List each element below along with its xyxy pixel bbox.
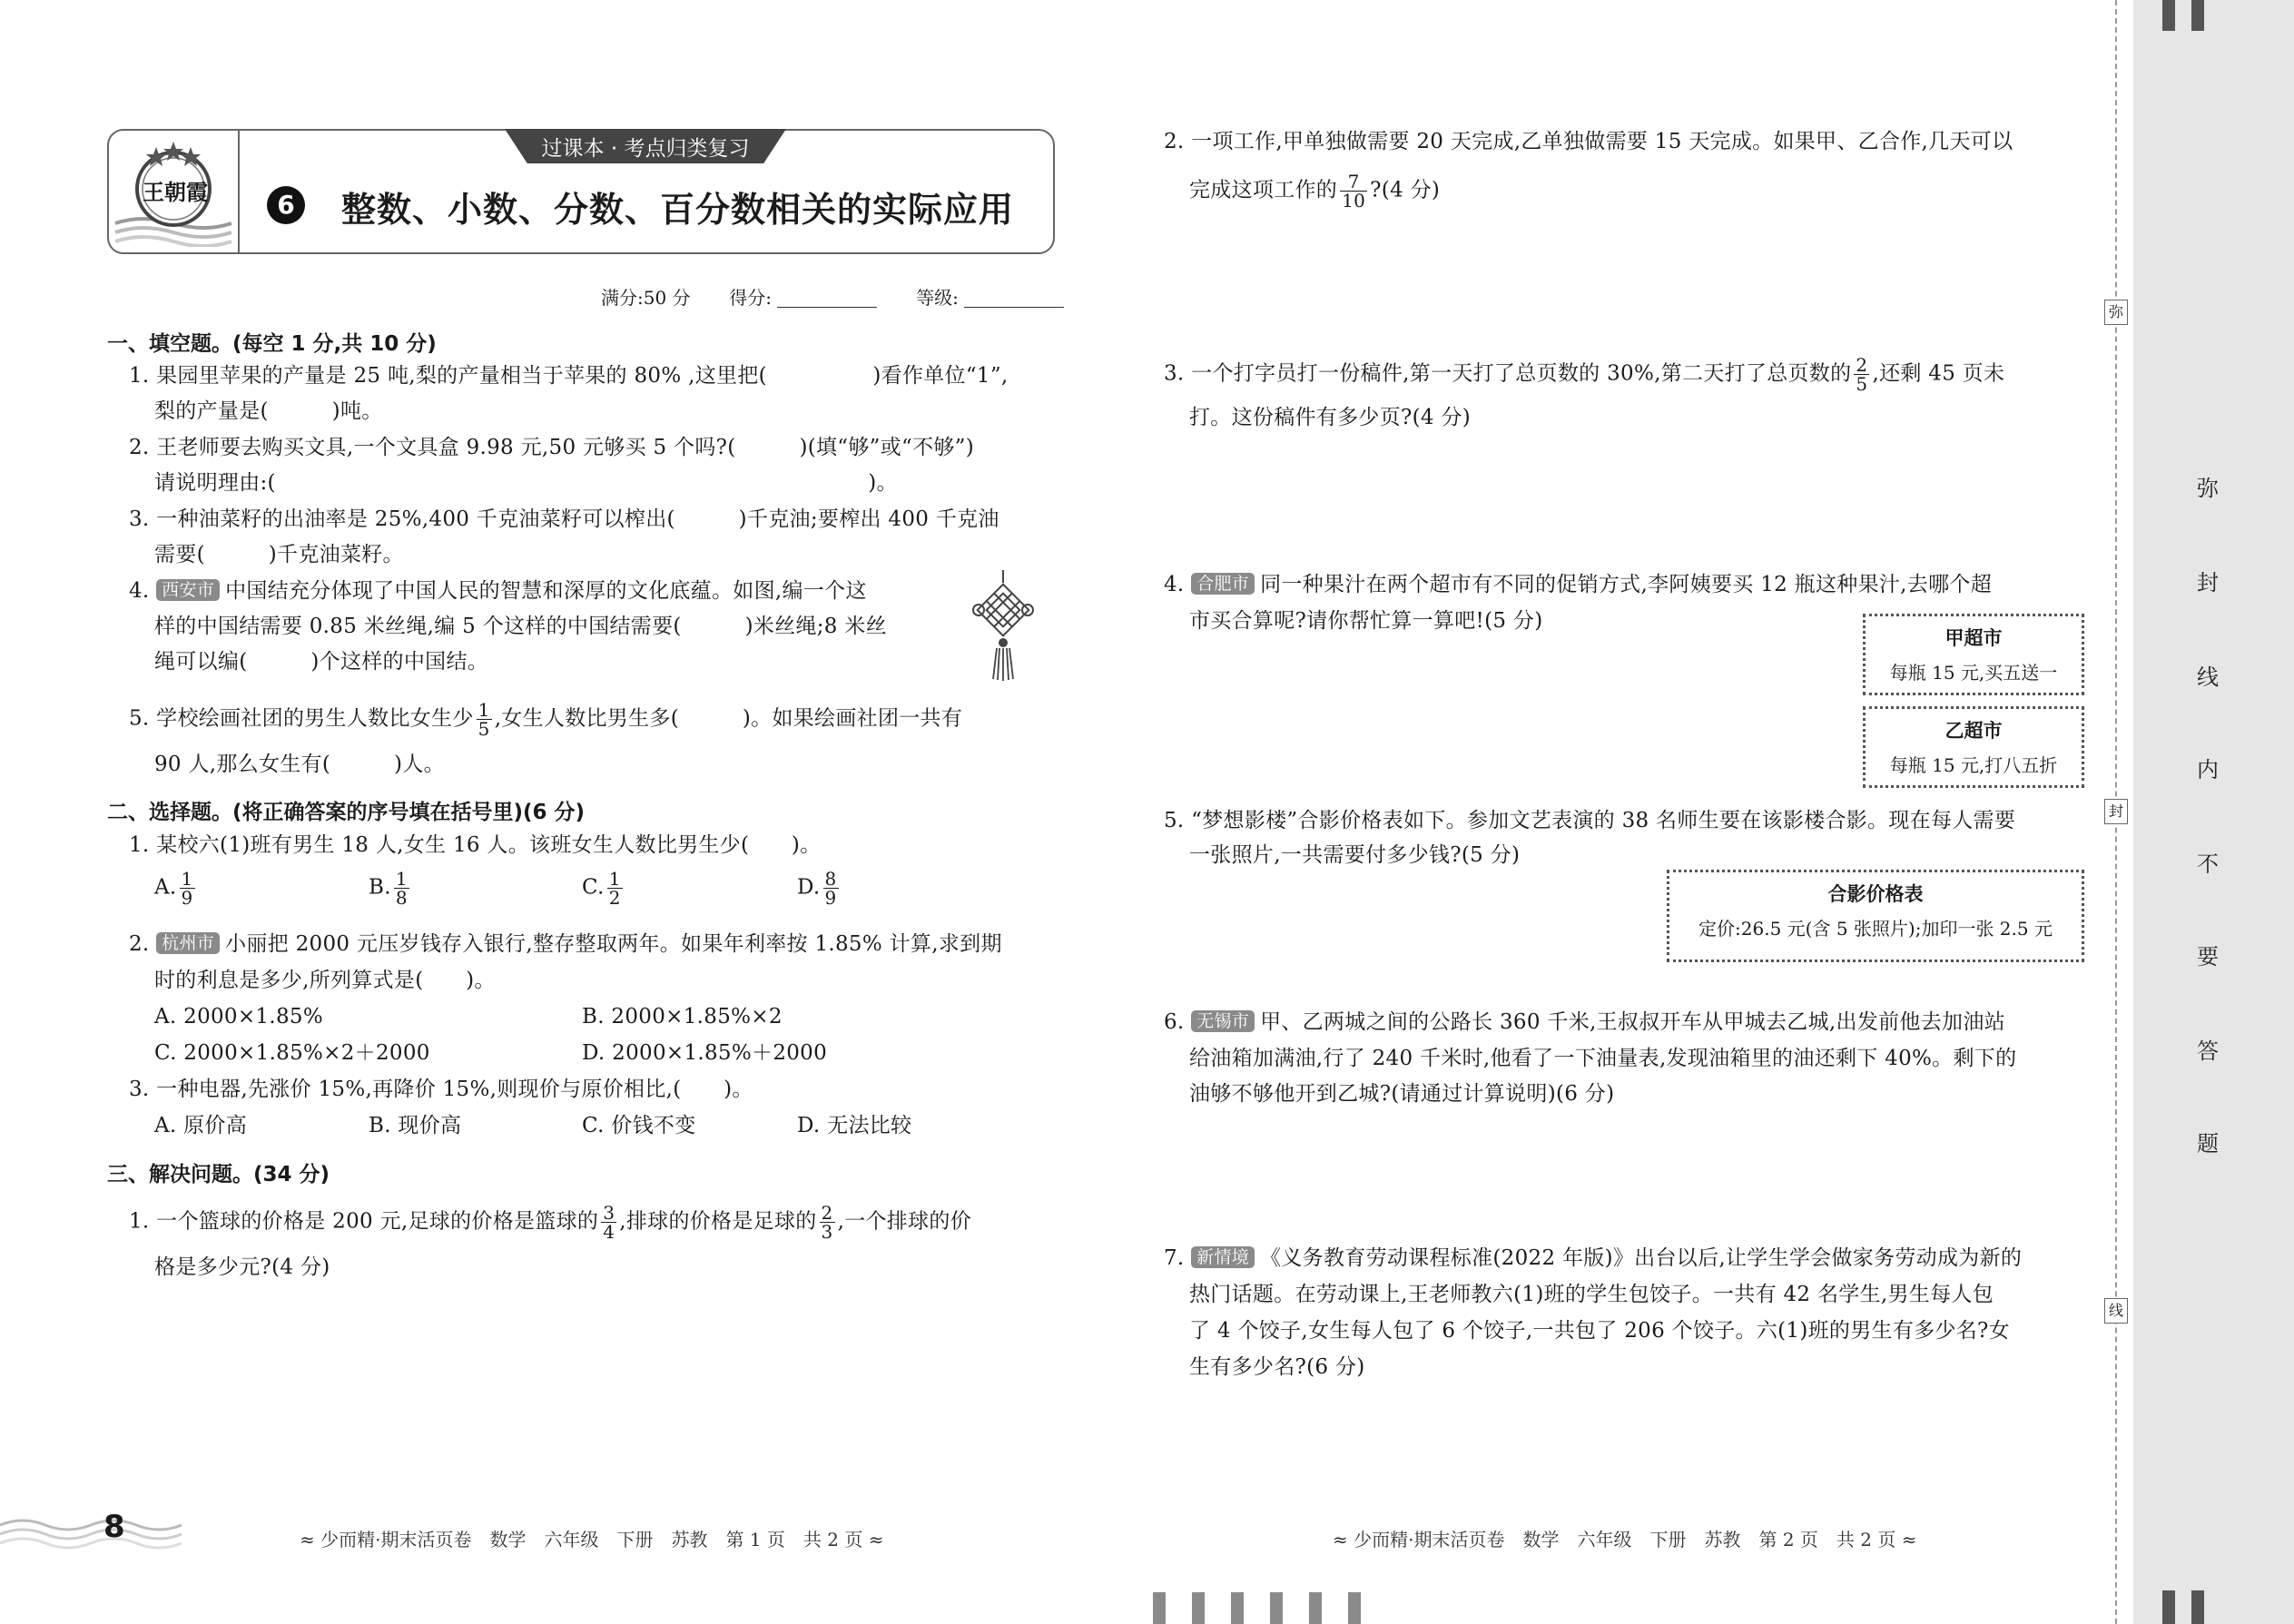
fill-q1-line2: 梨的产量是( )吨。: [154, 399, 383, 423]
choice-q3-option-b: B. 现价高: [369, 1114, 462, 1137]
shop-b-desc: 每瓶 15 元,打八五折: [1889, 754, 2058, 776]
sidebar-top-mark-2: [2191, 0, 2204, 31]
solve-q2-line2: 完成这项工作的 $\frac{7}{10}$ ?(4 分): [1189, 171, 1441, 212]
fill-q4-number: 4.: [129, 579, 150, 603]
choice-q1-option-d: D. $\frac{8}{9}$: [797, 868, 837, 909]
bottom-mark-1: [1153, 1592, 1166, 1624]
solve-q4-line2: 市买合算呢?请你帮忙算一算吧!(5 分): [1189, 609, 1543, 633]
page-number: 8: [103, 1509, 125, 1545]
seal-box-feng: 封: [2104, 799, 2128, 824]
solve-q5-line2: 一张照片,一共需要付多少钱?(5 分): [1189, 843, 1521, 867]
sidebar-bottom-mark-1: [2162, 1590, 2175, 1624]
grade-field[interactable]: [964, 289, 1064, 308]
score-label: 得分:: [729, 287, 773, 309]
fill-q5-text-start: 5. 学校绘画社团的男生人数比女生少: [129, 706, 474, 731]
fill-q1-line1: 1. 果园里苹果的产量是 25 吨,梨的产量相当于苹果的 80% ,这里把( )看作单位“1”,: [129, 364, 1009, 388]
seal-char-6: 要: [2197, 944, 2219, 969]
sidebar-bottom-mark-2: [2191, 1590, 2204, 1624]
solve-q7-line1: 7. 新情境 《义务教育劳动课程标准(2022 年版)》出台以后,让学生学会做家务劳动成为新的: [1164, 1246, 2023, 1270]
fraction-1-5: $\frac{1}{5}$: [478, 699, 490, 740]
seal-box-xian: 线: [2104, 1298, 2128, 1324]
bottom-mark-3: [1231, 1592, 1244, 1624]
price-table-title: 合影价格表: [1827, 883, 1924, 905]
solve-q6-line1: 6. 无锡市 甲、乙两城之间的公路长 360 千米,王叔叔开车从甲城去乙城,出发前他去加油站: [1164, 1010, 2005, 1034]
fill-q4-text: 中国结充分体现了中国人民的智慧和深厚的文化底蕴。如图,编一个这: [225, 579, 867, 603]
footer-left: ≈ 少而精·期末活页卷 数学 六年级 下册 苏教 第 1 页 共 2 页 ≈: [300, 1529, 884, 1550]
choice-q3-option-a: A. 原价高: [154, 1114, 248, 1137]
choice-q2-line1: 2. 杭州市 小丽把 2000 元压岁钱存入银行,整存整取两年。如果年利率按 1.85% 计算,求到期: [129, 932, 1002, 956]
grade-label: 等级:: [916, 287, 959, 309]
seal-sidebar: [2133, 0, 2294, 1624]
section-choice-title: 二、选择题。(将正确答案的序号填在括号里)(6 分): [107, 801, 586, 824]
solve-q6-line3: 油够不够他开到乙城?(请通过计算说明)(6 分): [1189, 1082, 1615, 1106]
fill-q3-line1: 3. 一种油菜籽的出油率是 25%,400 千克油菜籽可以榨出( )千克油;要榨出 400 千克油: [129, 507, 999, 531]
choice-q2-option-d: D. 2000×1.85%＋2000: [582, 1041, 828, 1065]
fill-q5-line1: [129, 701, 962, 738]
seal-char-3: 线: [2197, 664, 2219, 690]
solve-q5-line1: 5. “梦想影楼”合影价格表如下。参加文艺表演的 38 名师生要在该影楼合影。现在每人需要: [1164, 809, 2016, 832]
region-tag-hangzhou: 杭州市: [156, 932, 220, 954]
solve-q3-line1: 3. 一个打字员打一份稿件,第一天打了总页数的 30%,第二天打了总页数的 $\frac{2}{5}$ ,还剩 45 页未: [1164, 354, 2005, 395]
solve-q3-line2: 打。这份稿件有多少页?(4 分): [1189, 406, 1472, 429]
seal-char-1: 弥: [2197, 476, 2219, 501]
header-logo-divider: [238, 129, 240, 252]
shop-a-box: [1863, 614, 2084, 695]
fill-q4-line3: 绳可以编( )个这样的中国结。: [154, 650, 489, 674]
choice-q2-option-b: B. 2000×1.85%×2: [582, 1005, 783, 1029]
seal-char-5: 不: [2197, 851, 2219, 877]
bottom-mark-2: [1192, 1592, 1205, 1624]
score-line: [601, 283, 1064, 310]
fill-q5-line2: 90 人,那么女生有( )人。: [154, 753, 445, 776]
fill-q2-line2: 请说明理由:( )。: [154, 471, 898, 495]
choice-q1-option-c: C. $\frac{1}{2}$: [582, 868, 621, 909]
choice-q1-option-b: B. $\frac{1}{8}$: [369, 868, 408, 909]
choice-q3-option-d: D. 无法比较: [797, 1114, 912, 1137]
shop-a-desc: 每瓶 15 元,买五送一: [1889, 662, 2058, 684]
shop-b-title: 乙超市: [1944, 720, 2003, 742]
bottom-mark-4: [1270, 1592, 1283, 1624]
full-score: 满分:50 分: [601, 287, 691, 309]
new-context-tag: 新情境: [1191, 1246, 1255, 1268]
choice-q1-option-a: A. $\frac{1}{9}$: [154, 868, 193, 909]
shop-b-box: [1863, 706, 2084, 788]
solve-q1-line2: 格是多少元?(4 分): [154, 1255, 330, 1279]
bottom-mark-6: [1348, 1592, 1361, 1624]
wave-decoration-icon: [0, 1516, 182, 1552]
seal-box-mi: 弥: [2104, 300, 2128, 325]
price-table-desc: 定价:26.5 元(含 5 张照片);加印一张 2.5 元: [1698, 918, 2053, 940]
fill-q4-line2: 样的中国结需要 0.85 米丝绳,编 5 个这样的中国结需要( )米丝绳;8 米丝: [154, 615, 887, 638]
chapter-number-badge: 6: [267, 186, 305, 224]
section-fill-title: 一、填空题。(每空 1 分,共 10 分): [107, 332, 437, 356]
section-solve-title: 三、解决问题。(34 分): [107, 1163, 330, 1186]
region-tag-xian: 西安市: [156, 579, 220, 601]
bottom-mark-5: [1309, 1592, 1322, 1624]
solve-q1-line1: 1. 一个篮球的价格是 200 元,足球的价格是篮球的 $\frac{3}{4}$ ,排球的价格是足球的 $\frac{2}{3}$ ,一个排球的价: [129, 1202, 971, 1243]
solve-q4-line1: 4. 合肥市 同一种果汁在两个超市有不同的促销方式,李阿姨要买 12 瓶这种果汁,去哪个超: [1164, 573, 1992, 596]
header-ribbon-text: 过课本 · 考点归类复习: [541, 137, 750, 161]
logo-text: 王朝霞: [143, 179, 208, 205]
fill-q3-line2: 需要( )千克油菜籽。: [154, 543, 404, 566]
choice-q2-option-c: C. 2000×1.85%×2＋2000: [154, 1041, 430, 1065]
seal-char-2: 封: [2197, 570, 2219, 595]
shop-a-title: 甲超市: [1944, 627, 2003, 649]
region-tag-wuxi: 无锡市: [1191, 1010, 1255, 1032]
solve-q7-line3: 了 4 个饺子,女生每人包了 6 个饺子,一共包了 206 个饺子。六(1)班的男生有多少名?女: [1189, 1319, 2010, 1343]
chinese-knot-illustration: [971, 570, 1035, 683]
chinese-knot-icon: [971, 570, 1035, 683]
solve-q2-line1: 2. 一项工作,甲单独做需要 20 天完成,乙单独做需要 15 天完成。如果甲、乙合作,几天可以: [1164, 130, 2013, 153]
solve-q7-line4: 生有多少名?(6 分): [1189, 1355, 1365, 1379]
choice-q3: 3. 一种电器,先涨价 15%,再降价 15%,则现价与原价相比,( )。: [129, 1078, 753, 1101]
fill-q2-line1: 2. 王老师要去购买文具,一个文具盒 9.98 元,50 元够买 5 个吗?( )(填“够”或“不够”): [129, 436, 974, 459]
page-title: 整数、小数、分数、百分数相关的实际应用: [341, 190, 1015, 230]
footer-right: ≈ 少而精·期末活页卷 数学 六年级 下册 苏教 第 2 页 共 2 页 ≈: [1333, 1529, 1917, 1550]
seal-char-4: 内: [2197, 757, 2219, 782]
choice-q1: 1. 某校六(1)班有男生 18 人,女生 16 人。该班女生人数比男生少( )。: [129, 833, 822, 857]
choice-q3-option-c: C. 价钱不变: [582, 1114, 696, 1137]
choice-q2-option-a: A. 2000×1.85%: [154, 1005, 324, 1029]
seal-char-7: 答: [2197, 1038, 2219, 1064]
fill-q4-line1: [129, 576, 867, 605]
solve-q7-line2: 热门话题。在劳动课上,王老师教六(1)班的学生包饺子。一共有 42 名学生,男生每人包: [1189, 1283, 1994, 1306]
solve-q6-line2: 给油箱加满油,行了 240 千米时,他看了一下油量表,发现油箱里的油还剩下 40%。剩下的: [1189, 1047, 2017, 1070]
sidebar-top-mark-1: [2162, 0, 2175, 31]
region-tag-hefei: 合肥市: [1191, 573, 1255, 595]
score-field[interactable]: [777, 289, 877, 308]
page-number-wave: [0, 1516, 182, 1552]
price-table-box: [1667, 870, 2084, 962]
choice-q2-line2: 时的利息是多少,所列算式是( )。: [154, 969, 496, 992]
fill-q5-text-end: ,女生人数比男生多( )。如果绘画社团一共有: [494, 706, 963, 731]
seal-char-8: 题: [2197, 1131, 2219, 1156]
